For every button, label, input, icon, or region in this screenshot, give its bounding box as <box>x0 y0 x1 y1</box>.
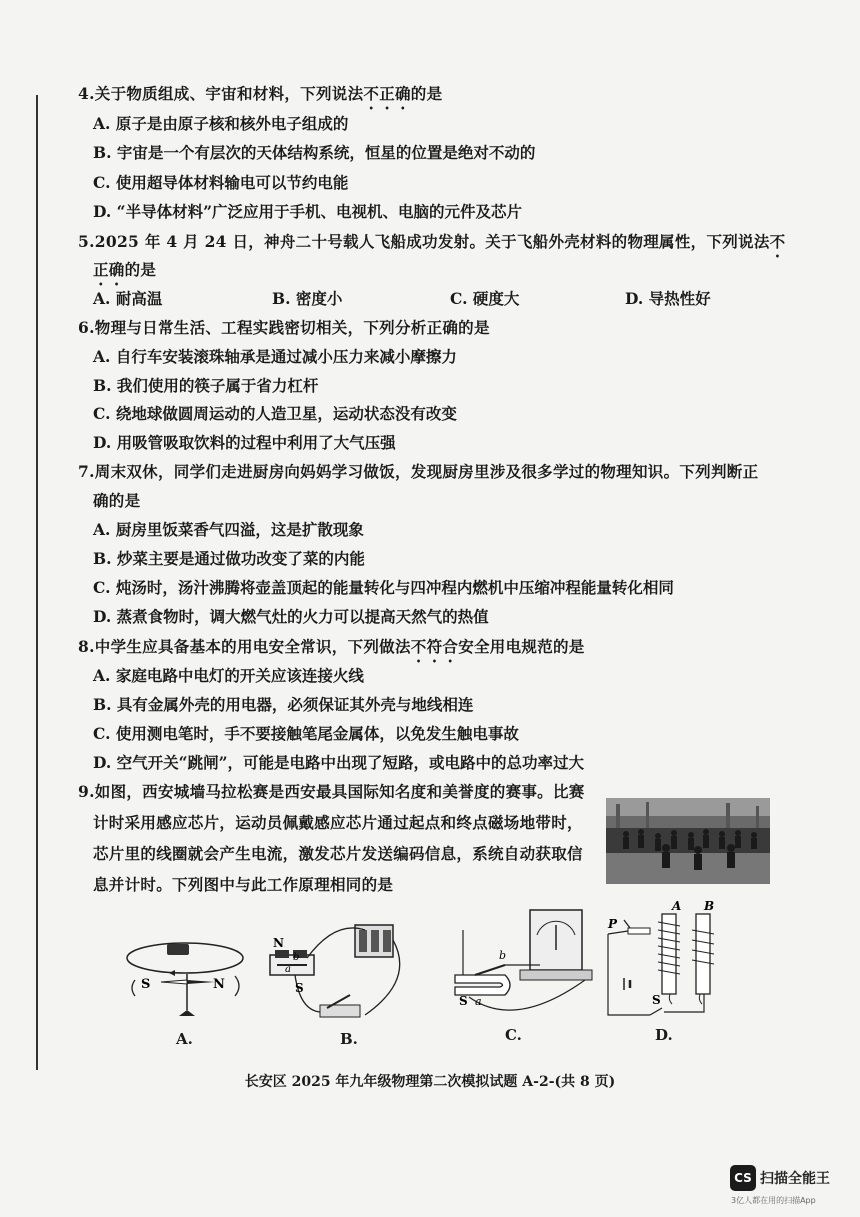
question-4-option-b: B. 宇宙是一个有层次的天体结构系统，恒星的位置是绝对不动的 <box>93 143 536 162</box>
question-4-option-c: C. 使用超导体材料输电可以节约电能 <box>93 173 349 192</box>
question-5-stem-line2: 正确的是 <box>93 260 157 279</box>
emphasis-text: 不符合 <box>410 637 459 656</box>
question-7-stem-line2: 确的是 <box>93 491 141 510</box>
svg-text:b: b <box>293 952 300 963</box>
watermark-subtitle: 3亿人都在用的扫描App <box>731 1196 816 1205</box>
figure-b-diagram <box>265 920 415 1030</box>
scanner-watermark <box>730 1165 840 1207</box>
figure-a-s-label: S <box>141 977 151 992</box>
question-7-stem-line1: 7.周末双休，同学们走进厨房向妈妈学习做饭，发现厨房里涉及很多学过的物理知识。下列判断正 <box>78 462 759 481</box>
question-6-option-c: C. 绕地球做圆周运动的人造卫星，运动状态没有改变 <box>93 404 457 423</box>
question-5-option-b: B. 密度小 <box>272 289 343 308</box>
question-4-stem: 4.关于物质组成、宇宙和材料，下列说法不正确的是 <box>78 84 443 103</box>
question-6-option-d: D. 用吸管吸取饮料的过程中利用了大气压强 <box>93 433 396 452</box>
page-footer: 长安区 2025 年九年级物理第二次模拟试题 A-2-(共 8 页) <box>244 1074 616 1090</box>
question-8-option-b: B. 具有金属外壳的用电器，必须保证其外壳与地线相连 <box>93 695 474 714</box>
question-5-option-d: D. 导热性好 <box>625 289 711 308</box>
emphasis-text: 不正确 <box>363 84 411 103</box>
svg-text:A: A <box>672 900 682 913</box>
question-5-option-a: A. 耐高温 <box>93 289 163 308</box>
figure-a-n-label: N <box>213 977 225 992</box>
figure-a-diagram <box>115 930 255 1030</box>
question-8-option-c: C. 使用测电笔时，手不要接触笔尾金属体，以免发生触电事故 <box>93 724 519 743</box>
svg-text:N: N <box>273 936 284 950</box>
figure-c-label: C. <box>505 1026 522 1044</box>
question-7-option-a: A. 厨房里饭菜香气四溢，这是扩散现象 <box>93 520 364 539</box>
question-8-option-d: D. 空气开关“跳闸”，可能是电路中出现了短路，或电路中的总功率过大 <box>93 753 585 772</box>
marathon-photo <box>606 798 770 884</box>
question-7-option-d: D. 蒸煮食物时，调大燃气灶的火力可以提高天然气的热值 <box>93 607 489 626</box>
question-7-option-b: B. 炒菜主要是通过做功改变了菜的内能 <box>93 549 365 568</box>
question-9-stem-line3: 芯片里的线圈就会产生电流，激发芯片发送编码信息，系统自动获取信 <box>93 844 583 863</box>
margin-line <box>36 95 38 1070</box>
svg-text:P: P <box>608 917 618 931</box>
question-6-stem: 6.物理与日常生活、工程实践密切相关，下列分析正确的是 <box>78 318 490 337</box>
svg-text:a: a <box>285 964 291 975</box>
figure-d-label: D. <box>655 1026 673 1044</box>
question-4-option-a: A. 原子是由原子核和核外电子组成的 <box>93 114 349 133</box>
svg-text:S: S <box>295 981 304 995</box>
question-9-stem-line1: 9.如图，西安城墙马拉松赛是西安最具国际知名度和美誉度的赛事。比赛 <box>78 782 585 801</box>
question-6-option-a: A. 自行车安装滚珠轴承是通过减小压力来减小摩擦力 <box>93 347 457 366</box>
svg-text:S: S <box>652 993 661 1007</box>
question-5-stem-line1: 5.2025 年 4 月 24 日，神舟二十号载人飞船成功发射。关于飞船外壳材料的物理属性，下列说法不 <box>78 232 786 251</box>
question-8-option-a: A. 家庭电路中电灯的开关应该连接火线 <box>93 666 364 685</box>
question-9-stem-line4: 息并计时。下列图中与此工作原理相同的是 <box>93 875 394 894</box>
svg-text:B: B <box>704 900 715 913</box>
figure-c-diagram <box>445 905 600 1025</box>
question-9-stem-line2: 计时采用感应芯片，运动员佩戴感应芯片通过起点和终点磁场地带时， <box>93 813 583 832</box>
figure-a-label: A. <box>176 1030 193 1048</box>
figure-d-diagram <box>600 900 730 1025</box>
question-7-option-c: C. 炖汤时，汤汁沸腾将壶盖顶起的能量转化与四冲程内燃机中压缩冲程能量转化相同 <box>93 578 674 597</box>
svg-text:S: S <box>459 994 468 1008</box>
watermark-name: 扫描全能王 <box>760 1171 830 1187</box>
camscanner-logo: CS <box>730 1165 756 1191</box>
question-8-stem: 8.中学生应具备基本的用电安全常识，下列做法不符合安全用电规范的是 <box>78 637 585 656</box>
svg-text:b: b <box>499 949 507 962</box>
svg-text:a: a <box>475 995 482 1008</box>
figure-b-label: B. <box>340 1030 358 1048</box>
question-5-option-c: C. 硬度大 <box>450 289 520 308</box>
question-6-option-b: B. 我们使用的筷子属于省力杠杆 <box>93 376 319 395</box>
question-4-option-d: D. “半导体材料”广泛应用于手机、电视机、电脑的元件及芯片 <box>93 202 523 221</box>
